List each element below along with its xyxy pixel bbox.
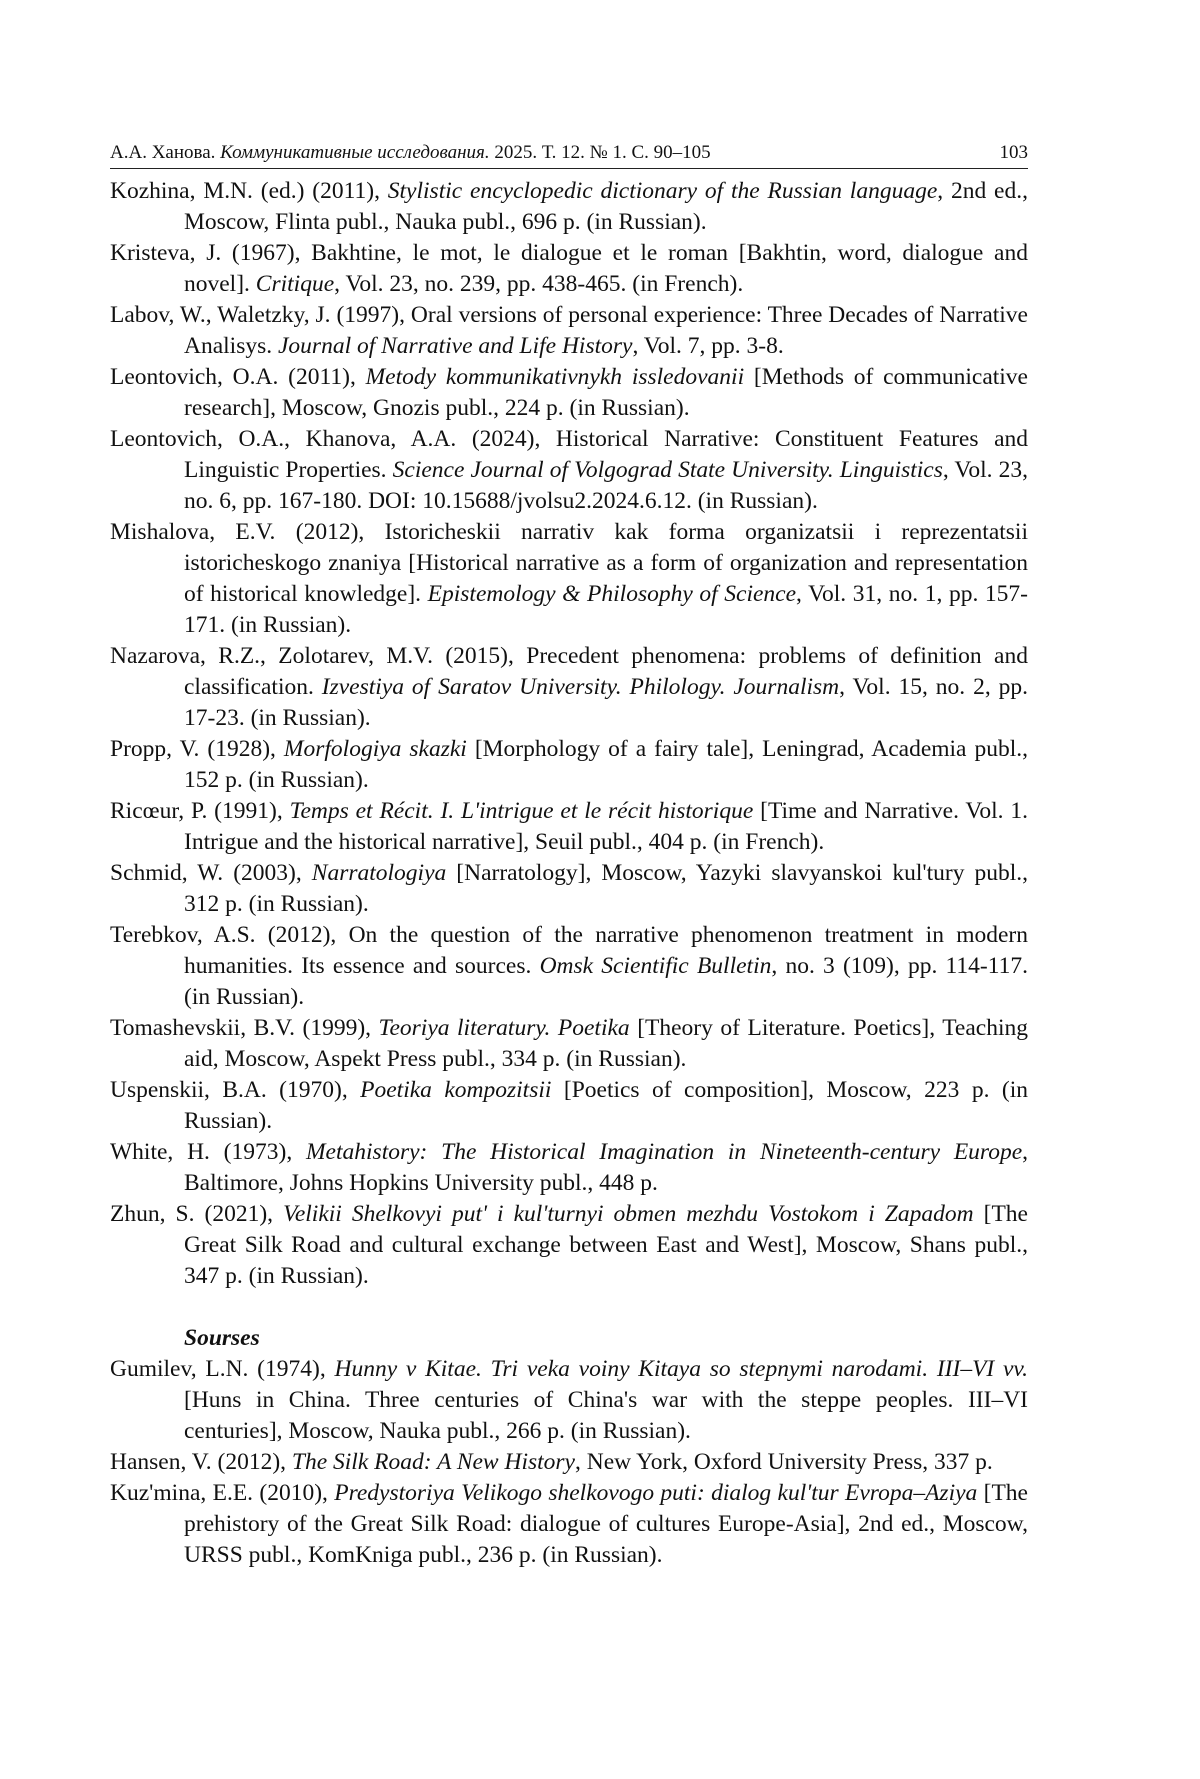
reference-entry: Leontovich, O.A., Khanova, A.A. (2024), Historical Narrative: Constituent Features and Linguistic Properties. Science Journal of Volgograd State University. Linguistics, Vol. 23, no. 6, pp. 167-180. DOI: 10.15688/jvolsu2.2024.6.12. (in Russian). [110,426,1028,514]
reference-entry: Terebkov, A.S. (2012), On the question of the narrative phenomenon treatment in modern humanities. Its essence and sources. Omsk Scientific Bulletin, no. 3 (109), pp. 114-117. (in Russian). [110,922,1029,1010]
reference-entry: Labov, W., Waletzky, J. (1997), Oral versions of personal experience: Three Decades of Narrative Analisys. Journal of Narrative and Life History, Vol. 7, pp. 3-8. [110,302,1028,359]
reference-entry: Uspenskii, B.A. (1970), Poetika kompozitsii [Poetics of composition], Moscow, 223 p. (in Russian). [110,1077,1028,1134]
reference-entry: Zhun, S. (2021), Velikii Shelkovyi put' i kul'turnyi obmen mezhdu Vostokom i Zapadom [The Great Silk Road and cultural exchange between East and West], Moscow, Shans publ., 347 p. (in Russian). [110,1201,1028,1289]
reference-entry: Propp, V. (1928), Morfologiya skazki [Morphology of a fairy tale], Leningrad, Academia publ., 152 p. (in Russian). [110,736,1029,793]
reference-entry: White, H. (1973), Metahistory: The Historical Imagination in Nineteenth-century Europe, Baltimore, Johns Hopkins University publ., 448 p. [110,1139,1028,1196]
reference-entry: Ricœur, P. (1991), Temps et Récit. I. L'intrigue et le récit historique [Time and Narrative. Vol. 1. Intrigue and the historical narrative], Seuil publ., 404 p. (in French). [110,798,1028,855]
document-page [110,142,1028,1571]
header-authors: А.А. Ханова. [110,142,216,163]
reference-entry: Leontovich, O.A. (2011), Metody kommunikativnykh issledovanii [Methods of communicative research], Moscow, Gnozis publ., 224 p. (in Russian). [110,364,1028,421]
reference-entry: Kristeva, J. (1967), Bakhtine, le mot, le dialogue et le roman [Bakhtin, word, dialogue and novel]. Critique, Vol. 23, no. 239, pp. 438-465. (in French). [110,240,1028,297]
source-entry: Kuz'mina, E.E. (2010), Predystoriya Velikogo shelkovogo puti: dialog kul'tur Evropa–Aziya [The prehistory of the Great Silk Road: dialogue of cultures Europe-Asia], 2nd ed., Moscow, URSS publ., KomKniga publ., 236 p. (in Russian). [110,1480,1028,1568]
reference-entry: Tomashevskii, B.V. (1999), Teoriya literatury. Poetika [Theory of Literature. Poetics], Teaching aid, Moscow, Aspekt Press publ., 334 p. (in Russian). [110,1015,1028,1072]
source-entry: Gumilev, L.N. (1974), Hunny v Kitae. Tri veka voiny Kitaya so stepnymi narodami. III–VI vv. [Huns in China. Three centuries of China's war with the steppe peoples. III–VI centuries], Moscow, Nauka publ., 266 p. (in Russian). [110,1356,1028,1444]
reference-entry: Kozhina, M.N. (ed.) (2011), Stylistic encyclopedic dictionary of the Russian language, 2nd ed., Moscow, Flinta publ., Nauka publ., 696 p. (in Russian). [110,178,1028,235]
reference-entry: Nazarova, R.Z., Zolotarev, M.V. (2015), Precedent phenomena: problems of definition and classification. Izvestiya of Saratov University. Philology. Journalism, Vol. 15, no. 2, pp. 17-23. (in Russian). [110,643,1028,731]
sources-heading: Sourses [184,1325,260,1351]
header-citation [110,142,711,164]
header-journal: Коммуникативные исследования. [220,142,490,163]
header-issue: 2025. Т. 12. № 1. С. 90–105 [494,142,711,163]
source-entry: Hansen, V. (2012), The Silk Road: A New History, New York, Oxford University Press, 337 p. [110,1449,993,1475]
sources-list [110,1354,1028,1571]
reference-entry: Schmid, W. (2003), Narratologiya [Narratology], Moscow, Yazyki slavyanskoi kul'tury publ., 312 p. (in Russian). [110,860,1028,917]
running-header [110,142,1028,169]
page-number: 103 [999,142,1028,163]
references-list [110,176,1028,1292]
reference-entry: Mishalova, E.V. (2012), Istoricheskii narrativ kak forma organizatsii i reprezentatsii istoricheskogo znaniya [Historical narrative as a form of organization and representation of historical knowledge]. Epistemology & Philosophy of Science, Vol. 31, no. 1, pp. 157-171. (in Russian). [110,519,1028,638]
